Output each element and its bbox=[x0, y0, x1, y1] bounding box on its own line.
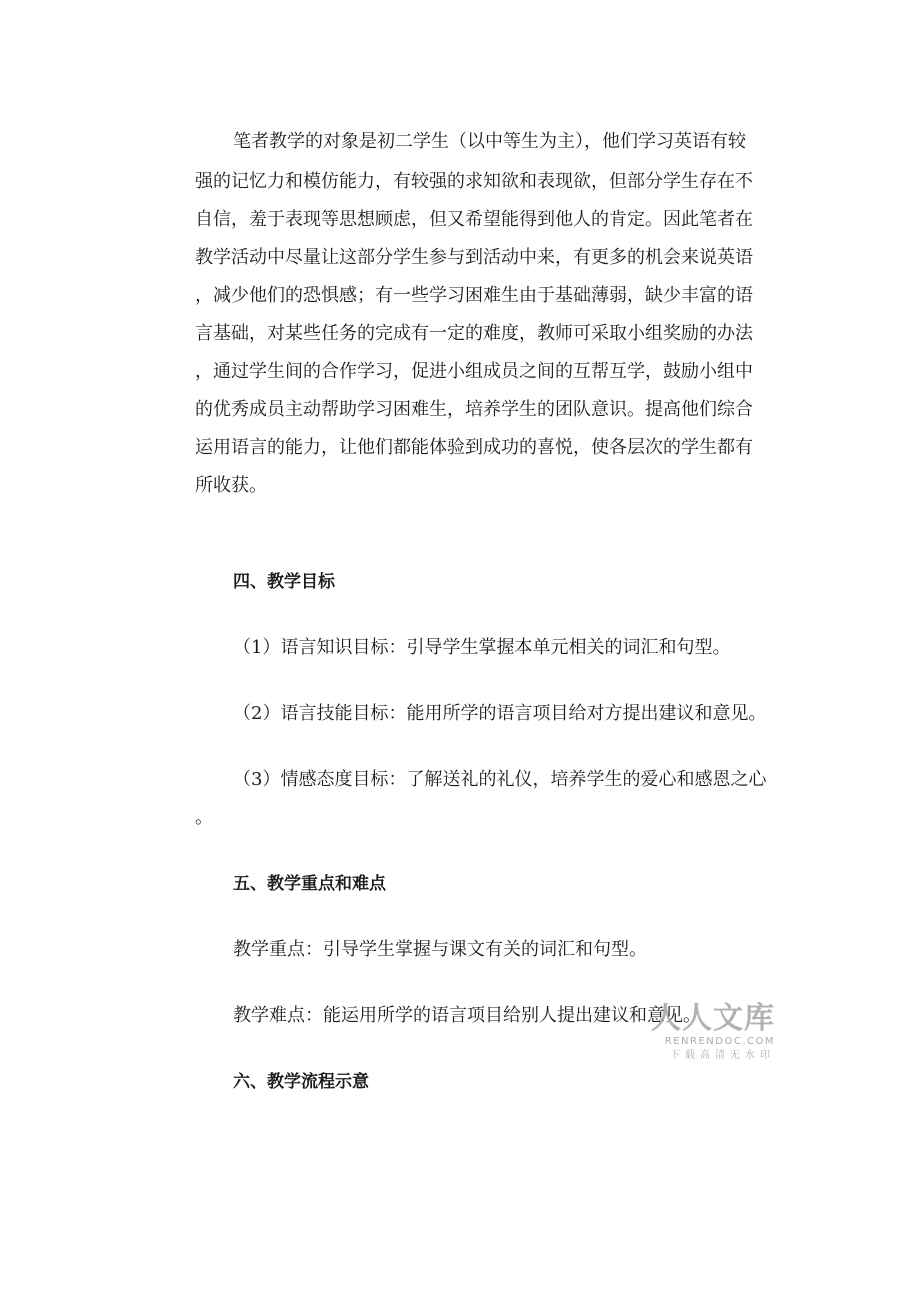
paragraph-line-2: 强的记忆力和模仿能力，有较强的求知欲和表现欲，但部分学生存在不 bbox=[195, 171, 753, 192]
goal-skills: （2）语言技能目标：能用所学的语言项目给对方提出建议和意见。 bbox=[233, 703, 767, 724]
difficult-point-text: 教学难点：能运用所学的语言项目给别人提出建议和意见。 bbox=[233, 1005, 701, 1026]
paragraph-line-4: 教学活动中尽量让这部分学生参与到活动中来，有更多的机会来说英语 bbox=[195, 247, 753, 268]
paragraph-line-7: ，通过学生间的合作学习，促进小组成员之间的互帮互学，鼓励小组中 bbox=[195, 361, 753, 382]
goal-attitude-line-1: （3）情感态度目标：了解送礼的礼仪，培养学生的爱心和感恩之心 bbox=[233, 769, 767, 790]
watermark bbox=[640, 1003, 775, 1063]
watermark-url: RENRENDOC.COM bbox=[664, 1036, 775, 1047]
paragraph-line-10: 所收获。 bbox=[195, 475, 267, 496]
goal-attitude-line-2: 。 bbox=[195, 807, 213, 828]
paragraph-line-1: 笔者教学的对象是初二学生（以中等生为主），他们学习英语有较 bbox=[233, 131, 746, 152]
watermark-tagline: 下载高清无水印 bbox=[670, 1050, 775, 1061]
watermark-logo: 人人文库 bbox=[651, 1001, 775, 1036]
key-point-text: 教学重点：引导学生掌握与课文有关的词汇和句型。 bbox=[233, 939, 647, 960]
paragraph-line-6: 言基础，对某些任务的完成有一定的难度，教师可采取小组奖励的办法 bbox=[195, 323, 753, 344]
paragraph-line-9: 运用语言的能力，让他们都能体验到成功的喜悦，使各层次的学生都有 bbox=[195, 437, 753, 458]
paragraph-line-3: 自信，羞于表现等思想顾虑，但又希望能得到他人的肯定。因此笔者在 bbox=[195, 209, 753, 230]
section-heading-key-points: 五、教学重点和难点 bbox=[233, 874, 386, 894]
paragraph-line-8: 的优秀成员主动帮助学习困难生，培养学生的团队意识。提高他们综合 bbox=[195, 399, 753, 420]
paragraph-line-5: ，减少他们的恐惧感；有一些学习困难生由于基础薄弱，缺少丰富的语 bbox=[195, 285, 753, 306]
goal-knowledge: （1）语言知识目标：引导学生掌握本单元相关的词汇和句型。 bbox=[233, 637, 731, 658]
section-heading-goals: 四、教学目标 bbox=[233, 572, 335, 592]
section-heading-flow: 六、教学流程示意 bbox=[233, 1072, 369, 1092]
